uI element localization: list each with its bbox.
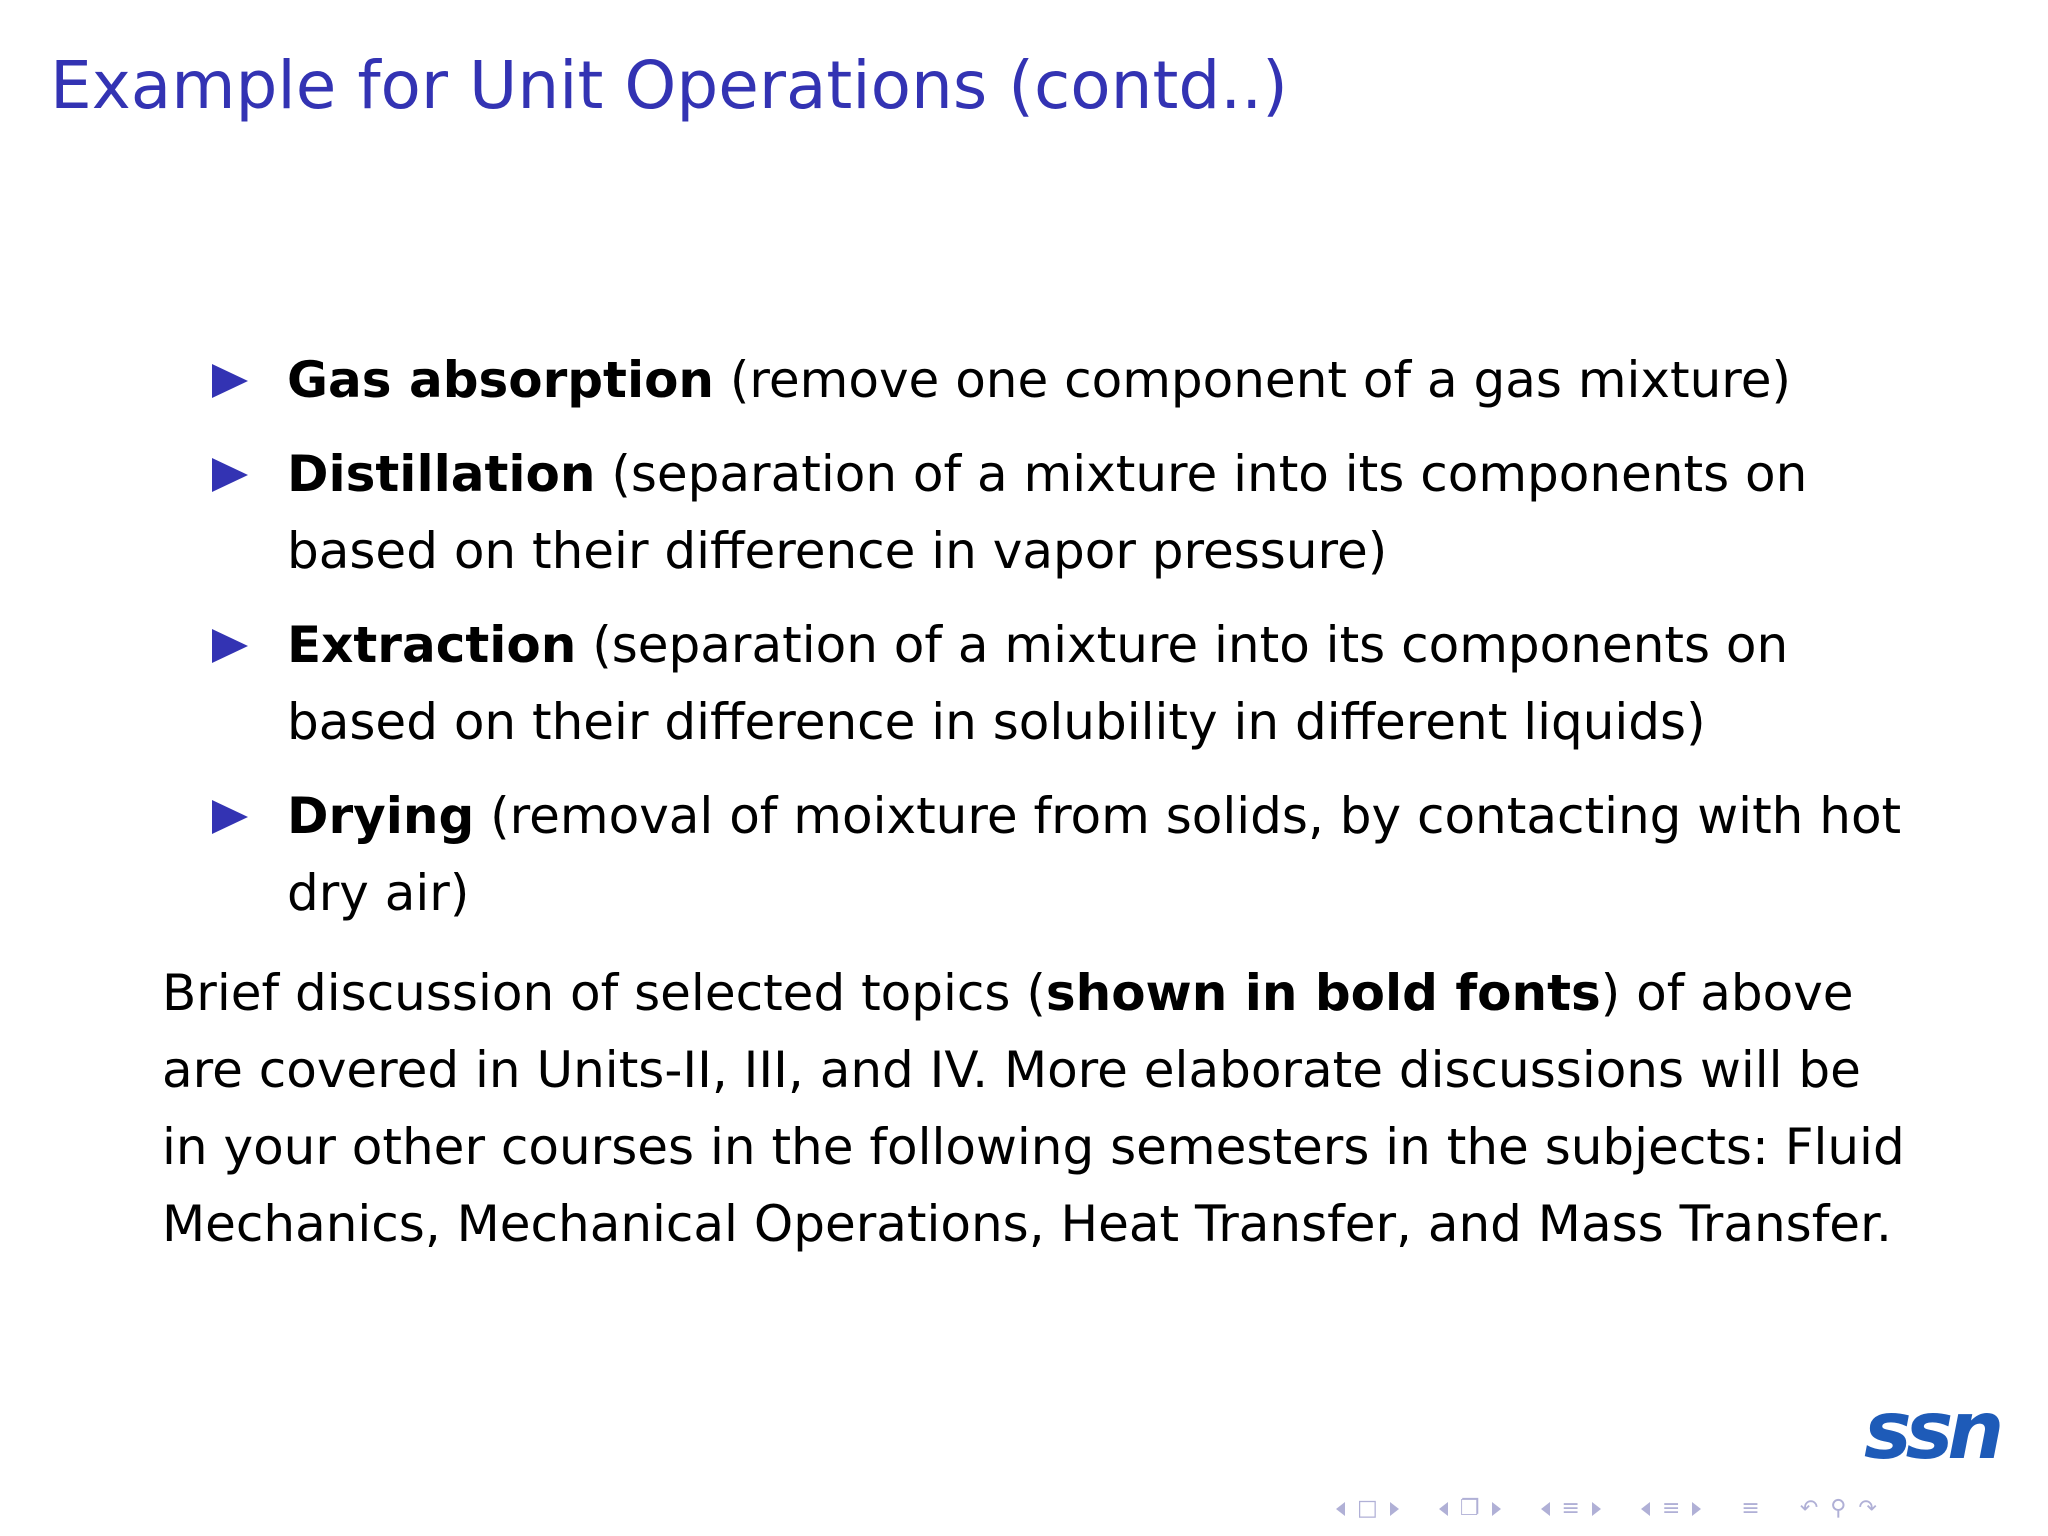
triangle-bullet-icon — [212, 458, 248, 492]
beamer-navigation-bar — [1330, 1492, 2030, 1526]
slide-title: Example for Unit Operations (contd..) — [50, 47, 1288, 124]
arrow-left-icon[interactable] — [1439, 1502, 1448, 1516]
bullet-item-distillation — [209, 436, 1909, 590]
nav-search-icon[interactable] — [1794, 1498, 1883, 1520]
search-icon[interactable]: ⚲ — [1830, 1496, 1847, 1521]
arrow-left-icon[interactable] — [1541, 1502, 1550, 1516]
svg-text:ssn: ssn — [1864, 1392, 1999, 1472]
slide-box-icon: □ — [1357, 1496, 1378, 1521]
arrow-right-icon[interactable] — [1692, 1502, 1701, 1516]
triangle-bullet-icon — [212, 800, 248, 834]
triangle-bullet-icon — [212, 364, 248, 398]
bullet-term: Distillation — [287, 445, 596, 503]
nav-section-icon[interactable] — [1635, 1498, 1707, 1520]
arrow-right-icon[interactable] — [1492, 1502, 1501, 1516]
bullet-term: Extraction — [287, 616, 577, 674]
nav-subsection-icon[interactable] — [1535, 1498, 1607, 1520]
arrow-left-icon[interactable] — [1641, 1502, 1650, 1516]
bullet-description: (separation of a mixture into its components on based on their difference in solubility in different liquids) — [287, 616, 1789, 751]
arrow-right-icon[interactable] — [1592, 1502, 1601, 1516]
bullet-term: Drying — [287, 787, 475, 845]
back-icon[interactable]: ↶ — [1799, 1496, 1819, 1521]
bullet-description: (remove one component of a gas mixture) — [714, 351, 1792, 409]
arrow-right-icon[interactable] — [1390, 1502, 1399, 1516]
nav-toc-icon[interactable] — [1735, 1498, 1765, 1520]
toc-lines-icon[interactable]: ≡ — [1741, 1496, 1760, 1521]
nav-frame-icon[interactable] — [1433, 1498, 1507, 1520]
forward-icon[interactable]: ↷ — [1858, 1496, 1877, 1521]
frame-stack-icon: ❐ — [1459, 1496, 1480, 1521]
bullet-item-gas-absorption — [209, 342, 1909, 419]
ssn-logo — [1860, 1392, 2030, 1472]
arrow-left-icon[interactable] — [1336, 1502, 1345, 1516]
triangle-bullet-icon — [212, 629, 248, 663]
bullet-term: Gas absorption — [287, 351, 715, 409]
bullet-item-drying — [209, 778, 1909, 932]
summary-text-start: Brief discussion of selected topics ( — [162, 964, 1046, 1022]
summary-paragraph — [162, 955, 1922, 1263]
subsection-lines-icon: ≡ — [1561, 1496, 1580, 1521]
nav-slide-icon[interactable] — [1330, 1498, 1405, 1520]
bullet-description: (removal of moixture from solids, by contacting with hot dry air) — [287, 787, 1902, 922]
bullet-list — [209, 342, 1909, 949]
bullet-item-extraction — [209, 607, 1909, 761]
bullet-description: (separation of a mixture into its components on based on their difference in vapor pressure) — [287, 445, 1808, 580]
summary-bold-text: shown in bold fonts — [1045, 964, 1601, 1022]
section-lines-icon: ≡ — [1661, 1496, 1681, 1521]
summary-text-end: ) of above are covered in Units-II, III, and IV. More elaborate discussions will be in your other courses in the following semesters in the subjects: Fluid Mechanics, Mechanical Operations, Heat Transfer, and Mass Transfer. — [162, 964, 1905, 1253]
